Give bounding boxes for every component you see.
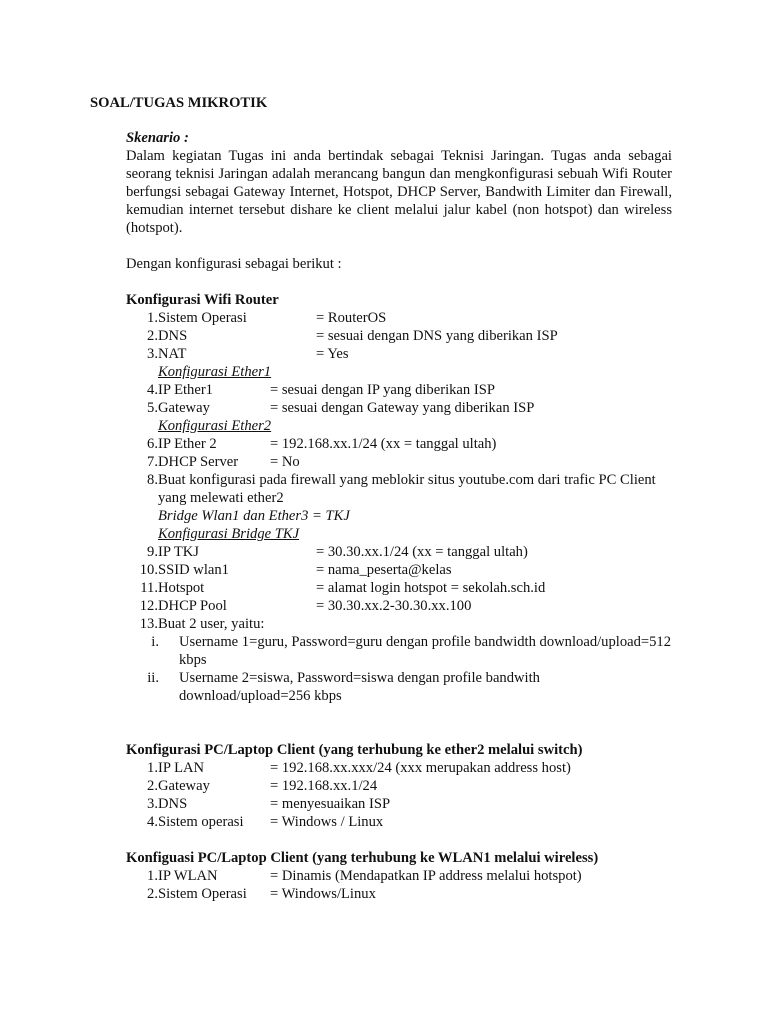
user-text: Username 1=guru, Password=guru dengan profile bandwidth download/upload=512 kbps (179, 634, 672, 668)
router-heading: Konfigurasi Wifi Router (126, 292, 279, 308)
item-text: Buat konfigurasi pada firewall yang meblokir situs youtube.com dari trafic PC Client yang melewati ether2 (158, 472, 656, 506)
config-intro: Dengan konfigurasi sebagai berikut : (126, 256, 342, 272)
list-item: 10. SSID wlan1 = nama_peserta@kelas (126, 561, 672, 579)
list-item: 2. Sistem Operasi = Windows/Linux (126, 885, 672, 903)
router-list (126, 309, 672, 705)
item-label: SSID wlan1 (158, 562, 229, 578)
item-label: Gateway (158, 778, 210, 794)
item-value: = 192.168.xx.xxx/24 (xxx merupakan address host) (270, 760, 571, 776)
item-label: DNS (158, 328, 188, 344)
ether1-heading: Konfigurasi Ether1 (158, 364, 272, 380)
item-value: = menyesuaikan ISP (270, 796, 391, 812)
list-item: 12. DHCP Pool = 30.30.xx.2-30.30.xx.100 (126, 597, 672, 615)
list-item: 3. DNS = menyesuaikan ISP (126, 795, 672, 813)
pc-client-list (126, 759, 672, 831)
document-body (126, 129, 672, 903)
list-item: 4. IP Ether1 = sesuai dengan IP yang diberikan ISP (126, 381, 672, 399)
user-item: ii. Username 2=siswa, Password=siswa dengan profile bandwith download/upload=256 kbps (126, 669, 672, 705)
list-item: 13. Buat 2 user, yaitu: (126, 615, 672, 633)
item-value: = sesuai dengan Gateway yang diberikan ISP (270, 400, 535, 416)
list-item: 3. NAT = Yes (126, 345, 672, 363)
item-label: IP WLAN (158, 868, 218, 884)
item-label: Hotspot (158, 580, 205, 596)
item-label: Sistem Operasi (158, 310, 247, 326)
item-label: IP Ether 2 (158, 436, 217, 452)
item-label: DHCP Server (158, 454, 239, 470)
item-value: = sesuai dengan IP yang diberikan ISP (270, 382, 495, 398)
item-label: DHCP Pool (158, 598, 227, 614)
item-label: IP LAN (158, 760, 205, 776)
list-item: 11. Hotspot = alamat login hotspot = sekolah.sch.id (126, 579, 672, 597)
laptop-client-heading: Konfiguasi PC/Laptop Client (yang terhubung ke WLAN1 melalui wireless) (126, 850, 599, 866)
item-value: = Yes (316, 346, 349, 362)
list-item: 1. IP WLAN = Dinamis (Mendapatkan IP address melalui hotspot) (126, 867, 672, 885)
list-item: 2. Gateway = 192.168.xx.1/24 (126, 777, 672, 795)
item-value: = nama_peserta@kelas (316, 562, 452, 578)
list-item: 6. IP Ether 2 = 192.168.xx.1/24 (xx = tanggal ultah) (126, 435, 672, 453)
item-value: = 192.168.xx.1/24 (xx = tanggal ultah) (270, 436, 497, 452)
item-value: = Windows/Linux (270, 886, 376, 902)
item-value: = RouterOS (316, 310, 387, 326)
item-value: = Windows / Linux (270, 814, 384, 830)
item-value: = Dinamis (Mendapatkan IP address melalui hotspot) (270, 868, 582, 884)
item-value: = 30.30.xx.1/24 (xx = tanggal ultah) (316, 544, 528, 560)
scenario-paragraph: Dalam kegiatan Tugas ini anda bertindak sebagai Teknisi Jaringan. Tugas anda sebagai seorang teknisi Jaringan adalah merancang bangun dan mengkonfigurasi sebuah Wifi Router berfungsi sebagai Gateway Internet, Hotspot, DHCP Server, Bandwith Limiter dan Firewall, kemudian internet tersebut dishare ke client melalui jalur kabel (non hotspot) dan wireless (hotspot). (126, 148, 672, 236)
item-label: NAT (158, 346, 187, 362)
item-label: DNS (158, 796, 188, 812)
laptop-client-list (126, 867, 672, 903)
list-item: 4. Sistem operasi = Windows / Linux (126, 813, 672, 831)
item-label: Sistem Operasi (158, 886, 247, 902)
bridge-heading: Konfigurasi Bridge TKJ (158, 526, 300, 542)
item-text: Buat 2 user, yaitu: (158, 616, 265, 632)
item-label: Gateway (158, 400, 210, 416)
item-value: = 30.30.xx.2-30.30.xx.100 (316, 598, 472, 614)
document-title: SOAL/TUGAS MIKROTIK (90, 95, 268, 111)
list-item: 2. DNS = sesuai dengan DNS yang diberikan ISP (126, 327, 672, 345)
item-value: = 192.168.xx.1/24 (270, 778, 378, 794)
pc-client-heading: Konfigurasi PC/Laptop Client (yang terhubung ke ether2 melalui switch) (126, 742, 583, 758)
list-item: 8. Buat konfigurasi pada firewall yang meblokir situs youtube.com dari trafic PC Client yang melewati ether2 (126, 471, 672, 507)
bridge-line: Bridge Wlan1 dan Ether3 = TKJ (158, 508, 350, 524)
list-item: 1. Sistem Operasi = RouterOS (126, 309, 672, 327)
user-item: i. Username 1=guru, Password=guru dengan profile bandwidth download/upload=512 kbps (151, 634, 672, 668)
list-item: 5. Gateway = sesuai dengan Gateway yang diberikan ISP (126, 399, 672, 417)
scenario-heading: Skenario : (126, 130, 189, 146)
list-item: 1. IP LAN = 192.168.xx.xxx/24 (xxx merupakan address host) (126, 759, 672, 777)
item-label: IP Ether1 (158, 382, 213, 398)
item-value: = No (270, 454, 300, 470)
item-label: Sistem operasi (158, 814, 244, 830)
list-item: 9. IP TKJ = 30.30.xx.1/24 (xx = tanggal ultah) (126, 543, 672, 561)
item-label: IP TKJ (158, 544, 199, 560)
user-text: Username 2=siswa, Password=siswa dengan profile bandwith download/upload=256 kbps (179, 670, 540, 704)
ether2-heading: Konfigurasi Ether2 (158, 418, 272, 434)
item-value: = alamat login hotspot = sekolah.sch.id (316, 580, 546, 596)
item-value: = sesuai dengan DNS yang diberikan ISP (316, 328, 558, 344)
list-item: 7. DHCP Server = No (126, 453, 672, 471)
